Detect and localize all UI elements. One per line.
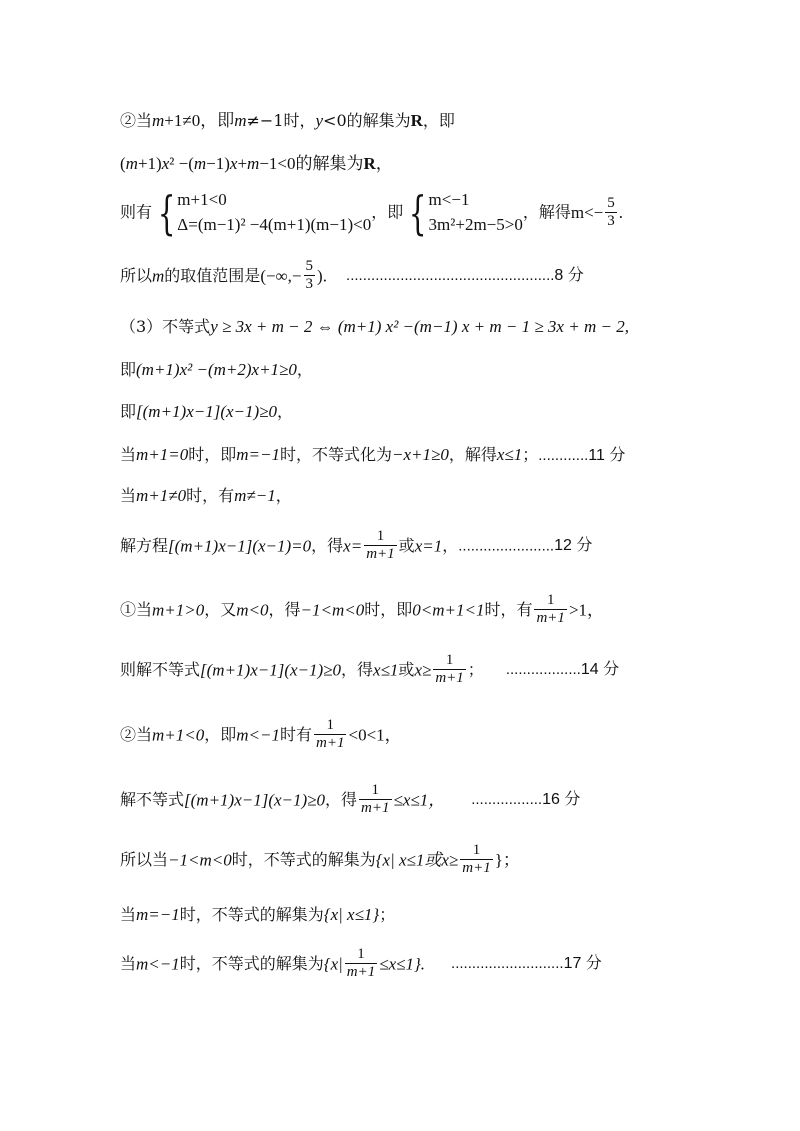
text: ，又 — [204, 599, 237, 619]
line-13 — [120, 717, 402, 753]
math: m+1=0 — [136, 445, 189, 464]
line-2 — [120, 155, 393, 172]
math: m≠−1 — [234, 486, 276, 505]
fraction — [364, 528, 396, 564]
math: [(m+1)x−1](x−1)≥0 — [136, 402, 278, 421]
text: +1) — [137, 154, 162, 173]
score-label: 11 分 — [588, 447, 626, 464]
math: m=−1 — [236, 445, 280, 464]
fraction — [314, 717, 346, 753]
text: ， — [296, 360, 313, 379]
math: ≤x≤1}. — [379, 954, 426, 974]
math: [(m+1)x−1](x−1)=0 — [168, 536, 312, 556]
line-3 — [120, 185, 624, 240]
text: 或 — [398, 659, 415, 679]
math-var: y — [315, 111, 324, 130]
denominator: m+1 — [316, 735, 345, 752]
math: x≤1 — [496, 445, 523, 464]
text: ； — [379, 905, 396, 924]
text: 时，即 — [188, 445, 237, 464]
math: x≥ — [414, 660, 432, 680]
math: m<0 — [236, 600, 269, 620]
system-1 — [177, 188, 371, 237]
math: m<−1 — [236, 725, 280, 745]
text: 时有 — [280, 724, 313, 744]
text: 即 — [120, 402, 137, 421]
math: m+1>0 — [152, 600, 205, 620]
line-5 — [120, 318, 629, 335]
text: ①当 — [120, 599, 153, 619]
math-var: m — [125, 154, 138, 173]
score-label: 8 分 — [554, 266, 584, 284]
score-label: 17 分 — [563, 954, 602, 972]
math-var: m — [247, 154, 260, 173]
system-row: Δ=(m−1)² −4(m+1)(m−1)<0 — [177, 214, 372, 234]
system-row: m+1<0 — [177, 190, 227, 209]
text: 当 — [120, 905, 137, 924]
denominator: m+1 — [435, 670, 464, 687]
numerator: 1 — [534, 592, 566, 610]
text: ②当 — [120, 724, 153, 744]
line-4 — [120, 258, 584, 294]
fraction — [534, 592, 566, 628]
math-var: x — [161, 154, 170, 173]
numerator: 1 — [359, 782, 391, 800]
left-brace: { — [157, 185, 176, 240]
text: ，得 — [325, 789, 358, 809]
line-9 — [120, 487, 292, 504]
system-row: m<−1 — [428, 190, 470, 209]
math-var: m — [152, 111, 165, 130]
math: {x| x≤1} — [323, 905, 380, 924]
math: y ≥ 3x + m − 2 ⇔ (m+1) x² −(m−1) x + m − 1 ≥ 3x + m − 2, — [210, 317, 629, 336]
math: ≤x≤1， — [393, 790, 446, 810]
math: −x+1≥0 — [392, 445, 449, 464]
text: −( — [174, 154, 194, 173]
fraction — [304, 258, 316, 294]
score-label: 12 分 — [554, 536, 593, 554]
dot-leader: ............ — [538, 447, 589, 464]
fraction — [359, 782, 391, 818]
text: ，解得 — [448, 445, 497, 464]
text: 所以当 — [120, 849, 169, 869]
denominator: 3 — [607, 213, 615, 230]
math: {x| x≤1或x≥ — [375, 850, 459, 870]
dot-leader: ........................... — [451, 955, 564, 973]
text: ，即 — [204, 724, 237, 744]
denominator: 3 — [305, 276, 314, 293]
math-var: m — [152, 266, 165, 286]
set-R: R — [410, 111, 423, 130]
system-row: 3m²+2m−5>0 — [428, 214, 523, 234]
dot-leader: .................................................. — [346, 267, 555, 285]
dot-leader: ....................... — [458, 537, 555, 555]
text: + — [237, 154, 248, 173]
text: ，得 — [311, 535, 344, 555]
math: m+1<0 — [152, 725, 205, 745]
text: ， — [275, 486, 292, 505]
text: 则有 — [120, 202, 153, 222]
text: ，解得 — [522, 202, 571, 222]
text: 解方程 — [120, 535, 169, 555]
line-10 — [120, 528, 592, 564]
numerator: 5 — [304, 258, 316, 276]
math: 0<m+1<1 — [412, 600, 485, 620]
denominator: m+1 — [361, 800, 390, 817]
text: 即 — [120, 360, 137, 379]
text: ； — [522, 445, 539, 464]
math-var: m — [234, 111, 247, 130]
math: {x| — [323, 954, 343, 974]
text: ， — [277, 402, 294, 421]
system-2 — [429, 188, 523, 237]
denominator: m+1 — [462, 860, 491, 877]
denominator: m+1 — [346, 964, 376, 981]
line-16 — [120, 906, 395, 923]
text: 时，不等式化为 — [280, 445, 393, 464]
text: ，得 — [341, 659, 374, 679]
text: . — [618, 203, 624, 223]
math-var: m — [193, 154, 207, 173]
text: ² — [169, 154, 175, 173]
text: ； — [467, 659, 484, 679]
text: 时，有 — [186, 486, 235, 505]
math: −1<m<0 — [300, 600, 365, 620]
text: 时，不等式的解集为 — [179, 953, 324, 973]
line-14 — [120, 782, 580, 818]
math: <0<1， — [348, 725, 402, 745]
numerator: 1 — [314, 717, 346, 735]
score-label: 16 分 — [542, 790, 581, 808]
set-R: R — [363, 154, 376, 173]
text: 当 — [120, 445, 137, 464]
math: (−∞,− — [260, 266, 302, 286]
text: ≠−1时， — [246, 111, 316, 130]
text: 当 — [120, 486, 137, 505]
math: x= — [343, 536, 363, 556]
math: x=1 — [414, 536, 443, 556]
fraction — [605, 195, 617, 231]
text: ，即 — [371, 202, 404, 222]
math: ). — [317, 266, 327, 286]
math: m<−1 — [136, 954, 180, 974]
line-12 — [120, 652, 619, 688]
text: ，得 — [268, 599, 301, 619]
numerator: 5 — [605, 195, 617, 213]
text: ，即 — [422, 111, 455, 130]
text: 解不等式 — [120, 789, 185, 809]
math: (m+1)x² −(m+2)x+1≥0 — [136, 360, 297, 379]
line-7 — [120, 403, 293, 420]
math: }； — [494, 850, 520, 870]
numerator: 1 — [433, 652, 465, 670]
text: ( — [120, 154, 126, 173]
text: （3）不等式 — [120, 317, 211, 336]
text: ， — [442, 535, 459, 555]
text: +1≠0，即 — [164, 111, 235, 130]
math: [(m+1)x−1](x−1)≥0 — [200, 660, 342, 680]
line-17 — [120, 946, 602, 982]
text: −1<0的解集为 — [259, 154, 364, 173]
dot-leader: .................. — [505, 661, 581, 679]
fraction — [345, 946, 377, 982]
text: 所以 — [120, 265, 153, 285]
math: m=−1 — [136, 905, 180, 924]
numerator: 1 — [364, 528, 396, 546]
math: m<− — [570, 203, 604, 223]
text: 时，不等式的解集为 — [179, 905, 324, 924]
fraction — [433, 652, 465, 688]
denominator: m+1 — [366, 546, 395, 563]
text: <0的解集为 — [323, 111, 411, 130]
score-label: 14 分 — [580, 660, 620, 678]
dot-leader: ................. — [471, 791, 543, 809]
line-8 — [120, 446, 625, 464]
numerator: 1 — [460, 842, 492, 860]
text: 时，不等式的解集为 — [231, 849, 376, 869]
text: −1) — [206, 154, 230, 173]
left-brace: { — [409, 185, 427, 240]
fraction — [460, 842, 492, 878]
math: −1<m<0 — [168, 850, 232, 870]
line-15 — [120, 842, 520, 878]
denominator: m+1 — [536, 610, 565, 627]
text: ， — [375, 154, 393, 173]
text: 当 — [120, 953, 137, 973]
math: x≤1 — [373, 660, 399, 680]
text: 的取值范围是 — [164, 265, 261, 285]
math: [(m+1)x−1](x−1)≥0 — [184, 790, 326, 810]
math-var: x — [229, 154, 238, 173]
text: 时，即 — [364, 599, 413, 619]
line-11 — [120, 592, 604, 628]
text: 时，有 — [484, 599, 533, 619]
math: m+1≠0 — [136, 486, 187, 505]
text: 则解不等式 — [120, 659, 201, 679]
line-6 — [120, 361, 313, 378]
text: 或 — [398, 535, 415, 555]
line-1 — [120, 112, 455, 129]
text: ②当 — [120, 111, 153, 130]
math: >1， — [568, 600, 605, 620]
numerator: 1 — [345, 946, 377, 964]
